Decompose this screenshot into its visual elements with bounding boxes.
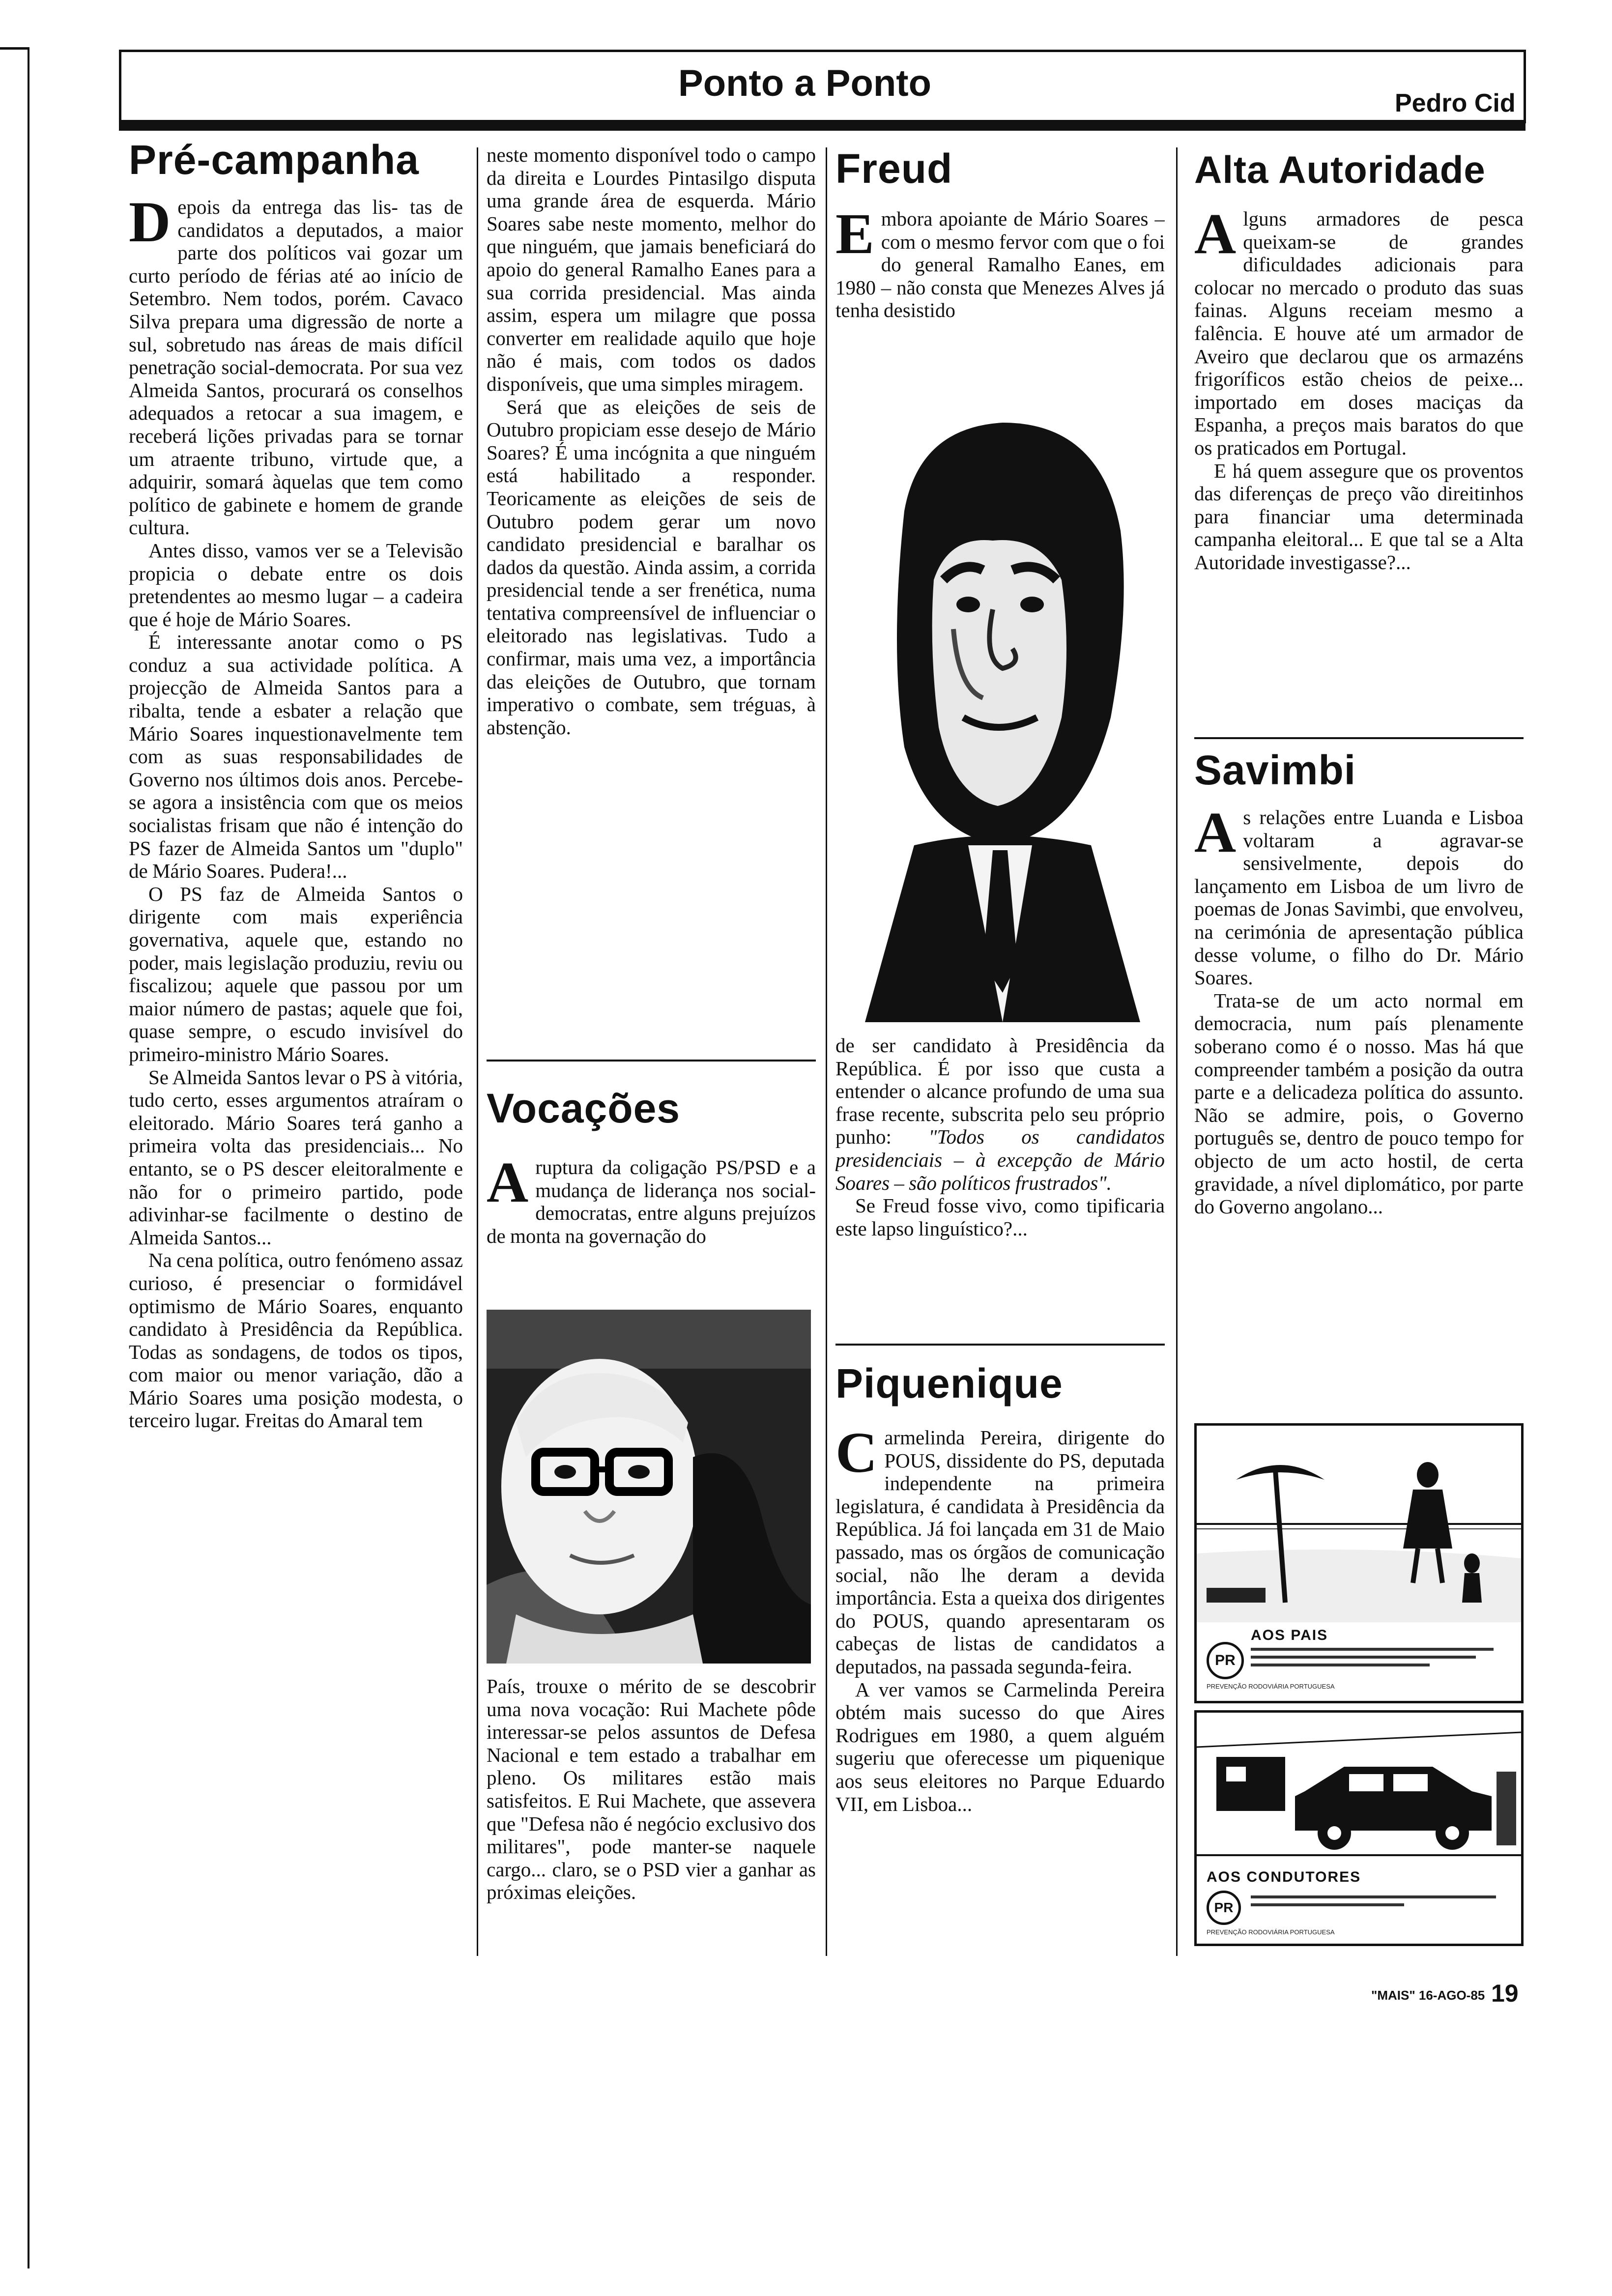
ad-aos-condutores — [1194, 1710, 1524, 1946]
pre-campanha-drop-cap: D — [129, 196, 171, 254]
beach-scene-icon — [1197, 1426, 1521, 1622]
car-scene-icon — [1197, 1713, 1521, 1865]
piquenique-text — [835, 1426, 1165, 1957]
col4-separator — [1194, 737, 1524, 739]
column-rule-3 — [1176, 147, 1178, 1956]
masthead-top-rule — [119, 50, 1526, 52]
freud-text-end: Se Freud fosse vivo, como tipificaria este lapso linguístico?... — [835, 1194, 1165, 1240]
ad1-text-lines — [1251, 1648, 1506, 1672]
vocacoes-top-text — [487, 1156, 816, 1298]
ad1-org: PREVENÇÃO RODOVIÁRIA PORTUGUESA — [1207, 1683, 1335, 1690]
author-name: Pedro Cid — [1395, 89, 1516, 117]
pre-campanha-p4: O PS faz de Almeida Santos o dirigente com mais experiência governativa, aquele que, estando no poder, mais legislação produziu, reviu ou fiscalizou; aquele que passou por um maior número de pastas; aquele que foi, quase sempre, o escudo invisível do primeiro-ministro Mário Soares. — [129, 882, 463, 1065]
piquenique-p1: armelinda Pereira, dirigente do POUS, dissidente do PS, deputada independente na primeira legislatura, é candidata à Presidência da República. Já foi lançada em 31 de Maio passado, mas os órgãos de comunicação social, não lhe deram a devida importância. Esta a queixa dos dirigentes do POUS, quando apresentaram os cabeças de listas de candidatos a deputados, na passada segunda-feira. — [835, 1426, 1165, 1678]
masthead-right-rule — [1524, 50, 1526, 123]
freud-text-top: mbora apoiante de Mário Soares – com o mesmo fervor com que o foi do general Ramalho Eanes, em 1980 – não consta que Menezes Alves já tenha desistido — [835, 207, 1165, 322]
freud-text-bottom: de ser candidato à Presidência da República. É por isso que custa a entender o alcance profundo de uma sua frase recente, subscrita pelo seu próprio punho: — [835, 1034, 1165, 1148]
pre-campanha-c2-p2: Será que as eleições de seis de Outubro propiciam esse desejo de Mário Soares? É uma incógnita a que ninguém está habilitado a responder. Teoricamente as eleições de seis de Outubro podem gerar um novo candidato presidencial e baralhar os dados da questão. Ainda assim, a corrida presidencial tende a ser frenética, numa tentativa compreensível de influenciar o eleitorado nas legislativas. Tudo a confirmar, mais uma vez, a importância das eleições de Outubro, que tornam imperativo o combate, sem tréguas, à abstenção. — [487, 395, 816, 739]
page-number: 19 — [1491, 1980, 1519, 2007]
pre-campanha-c2-p1: neste momento disponível todo o campo da direita e Lourdes Pintasilgo disputa uma grande área de esquerda. Mário Soares sabe neste momento, melhor do que ninguém, que jamais beneficiará do apoio do general Ramalho Eanes para a sua corrida presidencial. Mas ainda assim, espera um milagre que possa converter em realidade aquilo que hoje não é mais, com todos os dados disponíveis, que uma simples miragem. — [487, 144, 816, 395]
pre-campanha-col1 — [129, 196, 463, 1960]
col3-separator — [835, 1344, 1165, 1346]
vocacoes-bottom-text — [487, 1675, 816, 1960]
portrait-suit-icon — [835, 373, 1160, 1022]
section-title: Ponto a Ponto — [678, 62, 932, 104]
pre-campanha-p3: É interessante anotar como o PS conduz a sua actividade política. A projecção de Almeida Santos para a ribalta, tende a esbater a relação que Mário Soares inquestionavelmente tem com as suas responsabilidades de Governo nos últimos dois anos. Percebe-se agora a insistência com que os meios socialistas frisam que não é intenção do PS fazer de Almeida Santos um "duplo" de Mário Soares. Pudera!... — [129, 631, 463, 883]
pre-campanha-p5: Se Almeida Santos levar o PS à vitória, tudo certo, esses argumentos atraíram o eleitorado. Mário Soares terá ganho a primeira volta das presidenciais... No entanto, se o PS descer eleitoralmente e não for o primeiro partido, pode adivinhar-se facilmente o destino de Almeida Santos... — [129, 1065, 463, 1249]
ad2-text-lines — [1251, 1895, 1506, 1917]
masthead-bottom-rule — [119, 120, 1526, 131]
ad2-title: AOS CONDUTORES — [1207, 1869, 1361, 1885]
pre-campanha-col2 — [487, 144, 816, 1038]
freud-quote: "Todos os candidatos presidenciais – à excepção de Mário Soares – são políticos frustrados". — [835, 1125, 1165, 1194]
ad2-org: PREVENÇÃO RODOVIÁRIA PORTUGUESA — [1207, 1928, 1335, 1936]
col2-separator — [487, 1060, 816, 1062]
pre-campanha-p2: Antes disso, vamos ver se a Televisão propicia o debate entre os dois pretendentes ao mesmo lugar – a cadeira que é hoje de Mário Soares. — [129, 539, 463, 631]
left-edge-line — [28, 47, 29, 2268]
freud-title: Freud — [835, 145, 953, 192]
left-edge-mark — [0, 47, 29, 50]
piquenique-drop-cap: C — [835, 1426, 878, 1485]
alta-autoridade-drop-cap: A — [1194, 207, 1237, 266]
piquenique-title: Piquenique — [835, 1360, 1063, 1406]
ad-aos-pais — [1194, 1423, 1524, 1703]
pre-campanha-title: Pré-campanha — [129, 137, 419, 183]
portrait-glasses-icon — [487, 1310, 811, 1664]
vocacoes-text-top: ruptura da coligação PS/PSD e a mudança de liderança nos social-democratas, entre alguns prejuízos de monta na governação do — [487, 1156, 816, 1247]
alta-autoridade-p2: E há quem assegure que os proventos das diferenças de preço vão direitinhos para financiar uma determinada campanha eleitoral... E que tal se a Alta Autoridade investigasse?... — [1194, 459, 1524, 574]
savimbi-drop-cap: A — [1194, 806, 1237, 864]
savimbi-title: Savimbi — [1194, 747, 1356, 793]
savimbi-p1: s relações entre Luanda e Lisboa voltaram a agravar-se sensivelmente, depois do lançamento em Lisboa de um livro de poemas de Jonas Savimbi, que envolveu, na cerimónia de apresentação pública desse volume, o filho do Dr. Mário Soares. — [1194, 806, 1524, 989]
freud-drop-cap: E — [835, 207, 874, 266]
alta-autoridade-text — [1194, 207, 1524, 738]
freud-photo — [835, 373, 1160, 1022]
piquenique-p2: A ver vamos se Carmelinda Pereira obtém mais sucesso do que Aires Rodrigues em 1980, a quem alguém sugeriu que oferecesse um piquenique aos seus eleitores no Parque Eduardo VII, em Lisboa... — [835, 1678, 1165, 1815]
freud-top-text — [835, 207, 1165, 355]
footer-publication: "MAIS" 16-AGO-85 — [1371, 1988, 1485, 2003]
ad1-title: AOS PAIS — [1251, 1627, 1328, 1643]
vocacoes-p2: País, trouxe o mérito de se descobrir uma nova vocação: Rui Machete pôde interessar-se pelos assuntos de Defesa Nacional e tem estado a trabalhar em pleno. Os militares estão mais satisfeitos. E Rui Machete, que assevera que "Defesa não é negócio exclusivo dos militares", pode manter-se naquele cargo... claro, se o PSD vier a ganhar as próximas eleições. — [487, 1675, 816, 1904]
savimbi-text — [1194, 806, 1524, 1396]
savimbi-p2: Trata-se de um acto normal em democracia, num país plenamente soberano como é o nosso. Mas há que compreender também a posição da outra parte e a delicadeza política do assunto. Não se admire, pois, o Governo português se, dentro de pouco tempo for objecto de um acto hostil, de certa gravidade, a nível diplomático, por parte do Governo angolano... — [1194, 989, 1524, 1218]
alta-autoridade-title: Alta Autoridade — [1194, 148, 1486, 191]
alta-autoridade-p1: lguns armadores de pesca queixam-se de grandes dificuldades adicionais para colocar no mercado o produto das suas fainas. Alguns receiam mesmo a falência. E houve até um armador de Aveiro que declarou que os armazéns frigoríficos estão cheios de peixe... importado em doses maciças da Espanha, a preços mais baratos do que os praticados em Portugal. — [1194, 207, 1524, 459]
pre-campanha-p1: tas de candidatos a deputados, a maior parte dos políticos vai gozar um curto período de férias até ao início de Setembro. Nem todos, porém. Cavaco Silva prepara uma digressão de norte a sul, sobretudo nas áreas de mais difícil penetração social-democrata. Por sua vez Almeida Santos, procurará os conselhos adequados a retocar a sua imagem, e receberá lições privadas para se tornar um atraente tribuno, virtude que, a adquirir, somará àquelas que tem como político de gabinete e homem de grande cultura. — [129, 196, 463, 539]
ad2-emblem: PR — [1207, 1891, 1241, 1925]
ad1-emblem: PR — [1207, 1642, 1244, 1679]
vocacoes-photo — [487, 1310, 811, 1664]
vocacoes-title: Vocações — [487, 1085, 680, 1131]
pre-campanha-first-line: epois da entrega das lis- — [177, 196, 398, 218]
pre-campanha-p6: Na cena política, outro fenómeno assaz curioso, é presenciar o formidável optimismo de Mário Soares, enquanto candidato à Presidência da República. Todas as sondagens, de todos os tipos, com maior ou menor variação, dão a Mário Soares uma posição modesta, o terceiro lugar. Freitas do Amaral tem — [129, 1249, 463, 1432]
column-rule-2 — [826, 147, 827, 1956]
vocacoes-drop-cap: A — [487, 1156, 529, 1214]
freud-bottom-text — [835, 1034, 1165, 1339]
column-rule-1 — [477, 147, 478, 1956]
masthead-left-rule — [119, 50, 121, 123]
